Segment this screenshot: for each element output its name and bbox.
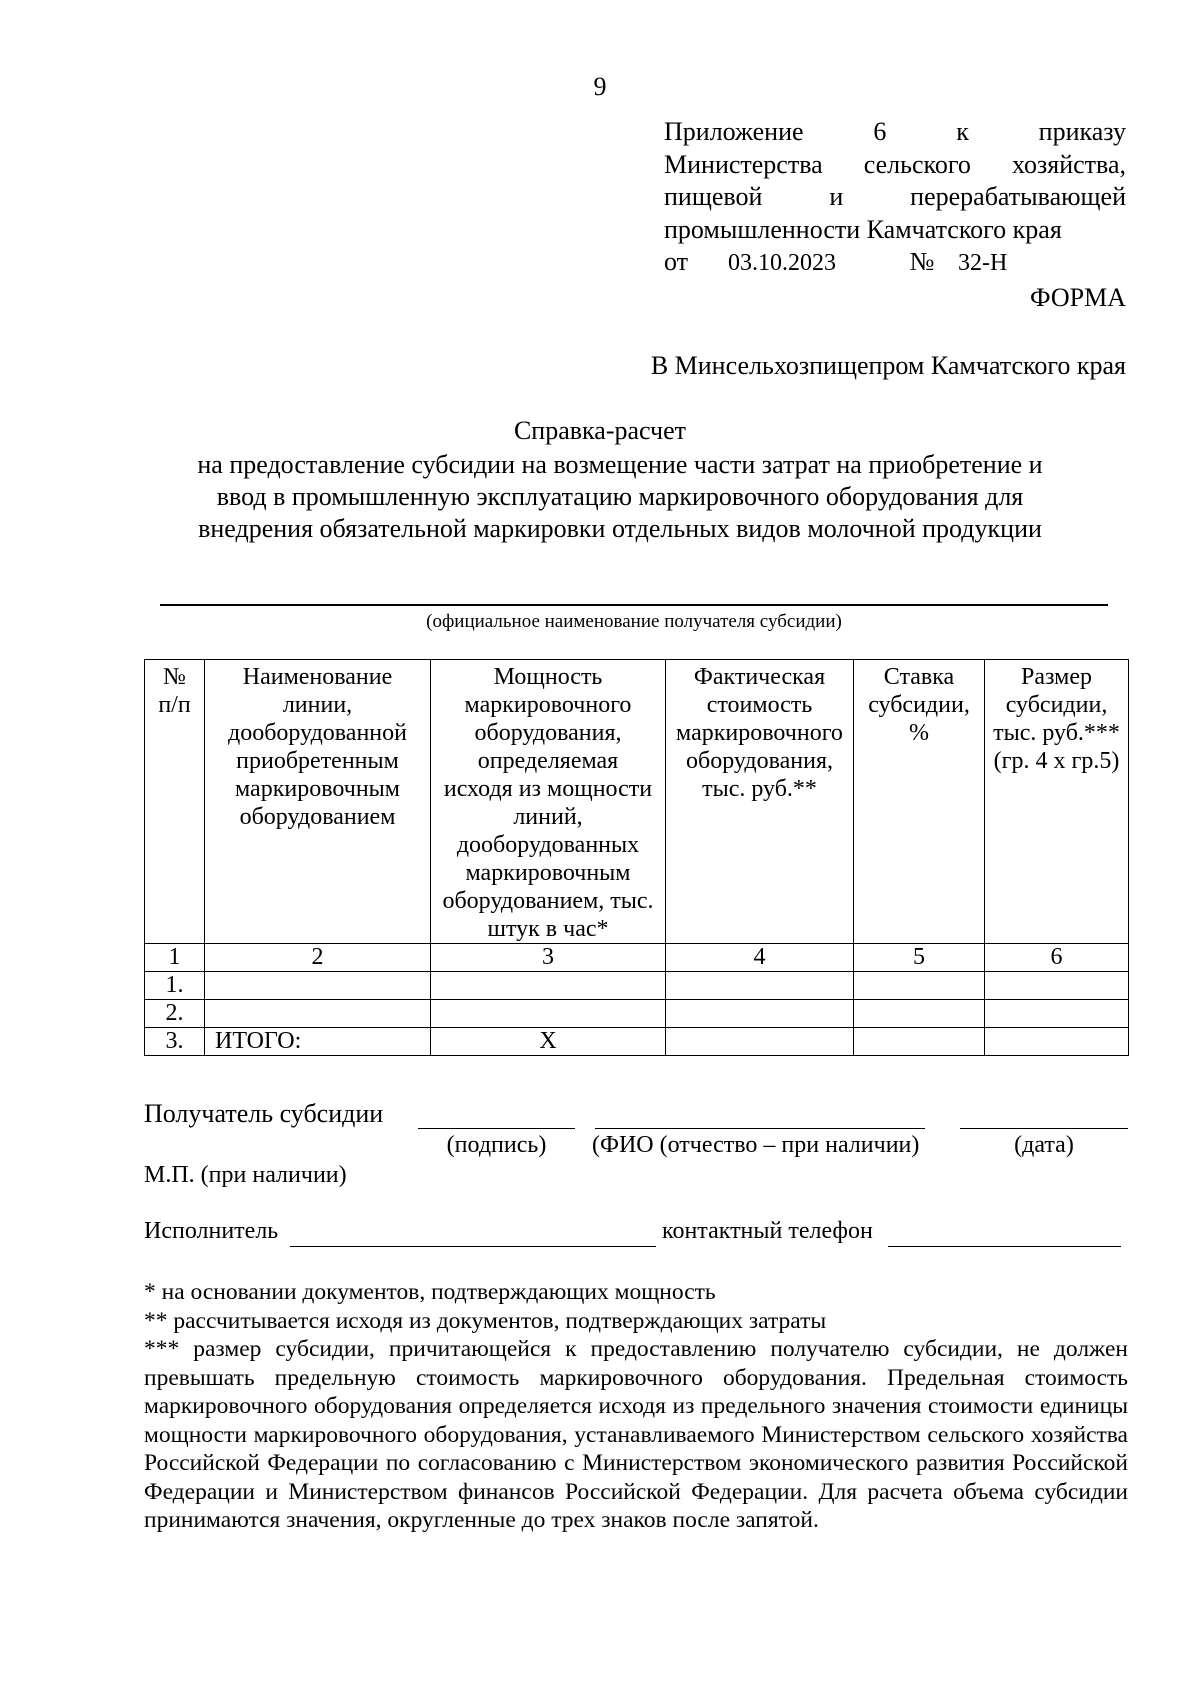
stamp-label: М.П. (при наличии) — [144, 1162, 347, 1188]
annex-line-2: Министерства сельского хозяйства, — [664, 149, 1127, 179]
footnote-1: * на основании документов, подтверждающих мощность — [144, 1279, 716, 1305]
recipient-label: Получатель субсидии — [144, 1099, 384, 1128]
total-cell-x: Х — [431, 1028, 666, 1056]
table-cell[interactable] — [205, 1000, 431, 1028]
table-row: 1. — [145, 972, 1129, 1000]
table-cell[interactable] — [854, 972, 985, 1000]
calculation-table — [144, 659, 1129, 1056]
executor-line[interactable] — [290, 1246, 656, 1247]
footnote-3: *** размер субсидии, причитающейся к предоставлению получателю субсидии, не должен превышать предельную стоимость маркировочного оборудования. Предельная стоимость маркировочного оборудования определяется исходя из предельного значения стоимости единицы мощности маркировочного оборудования, устанавливаемого Министерством сельского хозяйства Российской Федерации по согласованию с Министерством экономического развития Российской Федерации и Министерством финансов Российской Федерации. Для расчета объема субсидии принимаются значения, округленные до трех знаков после запятой. — [144, 1336, 1128, 1533]
annex-number-sign: № — [909, 247, 935, 276]
signature-line[interactable] — [418, 1128, 575, 1129]
table-cell[interactable] — [985, 1028, 1129, 1056]
form-label: ФОРМА — [1030, 283, 1126, 312]
date-line[interactable] — [960, 1128, 1128, 1129]
phone-label: контактный телефон — [662, 1218, 873, 1244]
annex-date-line — [664, 246, 1126, 280]
executor-label: Исполнитель — [144, 1218, 279, 1244]
table-cell[interactable] — [205, 972, 431, 1000]
name-line[interactable] — [595, 1128, 925, 1129]
date-caption: (дата) — [1014, 1132, 1074, 1158]
table-cell[interactable] — [666, 972, 854, 1000]
column-number-row: 1 2 3 4 5 6 — [145, 944, 1129, 972]
header-col-1: № п/п — [145, 660, 205, 944]
header-col-4: Фактическая стоимость маркировочного оборудования, тыс. руб.** — [666, 660, 854, 944]
footnote-2: ** рассчитывается исходя из документов, подтверждающих затраты — [144, 1307, 827, 1334]
table-cell[interactable] — [431, 972, 666, 1000]
header-col-3: Мощность маркировочного оборудования, определяемая исходя из мощности линий, дооборудованных маркировочным оборудованием, тыс. штук в час* — [431, 660, 666, 944]
document-subtitle: на предоставление субсидии на возмещение части затрат на приобретение и ввод в промышленную эксплуатацию маркировочного оборудования для внедрения обязательной маркировки отдельных видов молочной продукции — [197, 450, 1043, 543]
table-cell[interactable] — [985, 1000, 1129, 1028]
addressee: В Минсельхозпищепром Камчатского края — [650, 351, 1126, 380]
table-row: 2. — [145, 1000, 1129, 1028]
table-cell[interactable] — [666, 1028, 854, 1056]
table-header-row — [145, 660, 1129, 944]
recipient-name-line[interactable] — [160, 604, 1108, 606]
total-label: ИТОГО: — [205, 1028, 431, 1056]
table-cell[interactable] — [854, 1000, 985, 1028]
signature-caption: (подпись) — [446, 1132, 547, 1158]
table-cell[interactable] — [666, 1000, 854, 1028]
annex-date: 03.10.2023 — [728, 250, 836, 276]
table-cell[interactable] — [431, 1000, 666, 1028]
page-number: 9 — [593, 72, 607, 101]
header-col-2: Наименование линии, дооборудованной приобретенным маркировочным оборудованием — [205, 660, 431, 944]
table-row-total: 3. ИТОГО: Х — [145, 1028, 1129, 1056]
annex-date-prefix: от — [664, 247, 689, 276]
annex-line-4: промышленности Камчатского края — [664, 214, 1062, 244]
recipient-caption: (официальное наименование получателя субсидии) — [426, 611, 842, 632]
annex-line-3: пищевой и перерабатывающей — [664, 182, 1127, 211]
document-title: Справка-расчет — [513, 416, 687, 445]
footnotes — [144, 1278, 1128, 1535]
table-cell[interactable] — [854, 1028, 985, 1056]
annex-number: 32-Н — [958, 250, 1008, 276]
name-caption: (ФИО (отчество – при наличии) — [592, 1132, 920, 1158]
annex-line-1: Приложение 6 к приказу — [664, 117, 1127, 146]
table-cell[interactable] — [985, 972, 1129, 1000]
phone-line[interactable] — [888, 1246, 1121, 1247]
annex-block — [664, 116, 1126, 280]
header-col-5: Ставка субсидии, % — [854, 660, 985, 944]
header-col-6: Размер субсидии, тыс. руб.*** (гр. 4 х гр.5) — [985, 660, 1129, 944]
